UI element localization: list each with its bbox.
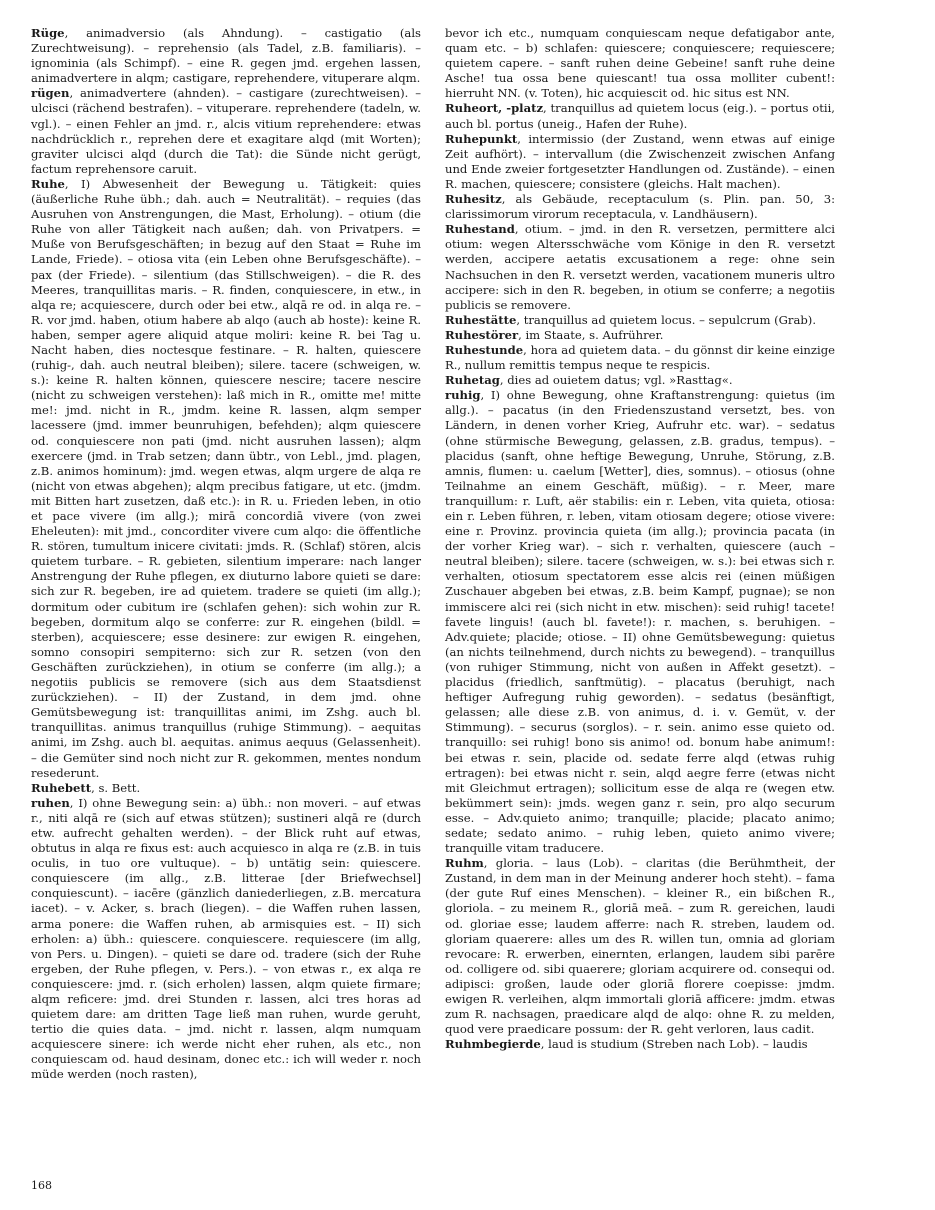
entry-continuation [445,26,835,101]
entry [445,328,835,343]
entry [31,796,421,1083]
entry [445,1037,835,1052]
entry-text: , laud is studium (Streben nach Lob). – laudis [540,1037,808,1052]
entry [445,192,835,222]
entry-headword: Ruhe [31,176,65,191]
entry [445,222,835,313]
entry [445,856,835,1037]
entry-text: , intermissio (der Zustand, wenn etwas auf einige Zeit aufhört). – intervallum (die Zwischenzeit zwischen Anfang und Ende zweier fortgesetzter Handlungen od. Zustände). – einen R. machen, quiescere; consistere (gleichs. Halt machen). [445,131,835,191]
entry-headword: Ruhmbegierde [445,1037,541,1052]
entry-text: , I) Abwesenheit der Bewegung u. Tätigkeit: quies (äußerliche Ruhe übh.; dah. auch = Neutralität). – requies (das Ausruhen von Anstrengungen, die Mast, Erholung). – otium (die Ruhe von aller Tätigkeit nach außen; dah. von Privatpers. = Muße von Berufsgeschäften; in bezug auf den Staat = Ruhe im Lande, Friede). – otiosa vita (ein Leben ohne Berufsgeschäfte). – pax (der Friede). – silentium (das Stillschweigen). – die R. des Meeres, tranquillitas maris. – R. finden, conquiescere, in etw., in alqa re; acquiescere, durch oder bei etw., alqā re od. in alqa re. – R. vor jmd. haben, otium habere ab alqo (auch ab hoste): keine R. haben, semper agere aliquid atque moliri: keine R. bei Tag u. Nacht haben, dies noctesque festinare. – R. halten, quiescere (ruhig-, dah. auch neutral bleiben); silere. tacere (schweigen, w. s.): keine R. halten können, quiescere nescire; tacere nescire (nicht zu schweigen verstehen): laß mich in R., omitte me! mitte me!: jmd. nicht in R., jmdm. keine R. lassen, alqm semper lacessere (jmd. immer beunruhigen, befehden); alqm quiescere od. conquiescere non pati (jmd. nicht ausruhen lassen); alqm exercere (jmd. in Trab setzen; dann übtr., von Lebl., jmd. plagen, z.B. animos hominum): jmd. wegen etwas, alqm urgere de alqa re (nicht von etwas abgehen); alqm precibus fatigare, ut etc. (jmdm. mit Bitten hart zusetzen, daß etc.): in R. u. Frieden leben, in otio et pace vivere (im allg.); mirā concordiā vivere (von zwei Eheleuten): mit jmd., concorditer vivere cum alqo: die öffentliche R. stören, tumultum inicere civitati: jmds. R. (Schlaf) stören, alcis quietem turbare. – R. gebieten, silentium imperare: nach langer Anstrengung der Ruhe pflegen, ex diuturno labore quieti se dare: sich zur R. begeben, ire ad quietem. tradere se quieti (im allg.); dormitum oder cubitum ire (schlafen gehen): sich wohin zur R. begeben, dormitum alqo se conferre: zur R. eingehen (bildl. = sterben), acquiescere; esse desinere: zur ewigen R. eingehen, somno consopiri sempiterno: sich zur R. setzen (von den Geschäften zurückziehen), in otium se conferre (im allg.); a negotiis publicis se removere (sich aus dem Staatsdienst zurückziehen). – II) der Zustand, in dem jmd. ohne Gemütsbewegung ist: tranquillitas animi, im Zshg. auch bl. tranquillitas. animus tranquillus (ruhige Stimmung). – aequitas animi, im Zshg. auch bl. aequitas. animus aequus (Gelassenheit). – die Gemüter sind noch nicht zur R. gekommen, mentes nondum resederunt. [31,176,421,780]
entry-text: , I) ohne Bewegung, ohne Kraftanstrengung: quietus (im allg.). – pacatus (in den Friedenszustand versetzt, bes. von Ländern, in denen vorher Krieg, Aufruhr etc. war). – sedatus (ohne stürmische Bewegung, gelassen, z.B. gradus, tempus). – placidus (sanft, ohne heftige Bewegung, Unruhe, Störung, z.B. amnis, flumen: u. caelum [Wetter], dies, somnus). – otiosus (ohne Teilnahme an einem Geschäft, müßig). – r. Meer, mare tranquillum: r. Luft, aër stabilis: ein r. Leben, vita quieta, otiosa: ein r. Leben führen, r. leben, vitam otiosam degere; otiose vivere: eine r. Provinz. provincia quieta (im allg.); provincia pacata (in der vorher Krieg war). – sich r. verhalten, quiescere (auch – neutral bleiben); silere. tacere (schweigen, w. s.): bei etwas sich r. verhalten, otiosum spectatorem esse alcis rei (einen müßigen Zuschauer abgeben bei etwas, z.B. beim Kampf, pugnae); se non immiscere alci rei (sich nicht in etw. mischen): seid ruhig! tacete! favete linguis! (auch bl. favete!): r. machen, s. beruhigen. – Adv.quiete; placide; otiose. – II) ohne Gemütsbewegung: quietus (an nichts teilnehmend, durch nichts zu bewegend). – tranquillus (von ruhiger Stimmung, nicht von außen in Affekt gesetzt). – placidus (friedlich, sanftmütig). – placatus (beruhigt, nach heftiger Aufregung ruhig geworden). – sedatus (besänftigt, gelassen; alle diese z.B. von animus, d. i. v. Gemüt, v. der Stimmung). – securus (sorglos). – r. sein. animo esse quieto od. tranquillo: sei ruhig! bono sis animo! od. bonum habe animum!: bei etwas r. sein, placide od. sedate ferre alqd (etwas ruhig ertragen): bei etwas nicht r. sein, alqd aegre ferre (etwas nicht mit Gleichmut ertragen); sollicitum esse de alqa re (wegen etw. bekümmert sein): jmds. wegen ganz r. sein, pro alqo securum esse. – Adv.quieto animo; tranquille; placide; placato animo; sedate; sedato animo. – ruhig leben, quieto animo vivere; tranquille vitam traducere. [445,388,835,856]
entry-text: , als Gebäude, receptaculum (s. Plin. pan. 50, 3: clarissimorum virorum receptacula, v. Landhäusern). [445,192,835,222]
page-number: 168 [31,1179,52,1192]
entry-headword: Ruheort, -platz [445,101,544,116]
entry-headword: Ruhebett [31,780,92,795]
entry [445,313,835,328]
entry-headword: Ruhesitz [445,192,502,207]
entry-headword: ruhen [31,795,70,810]
right-column [445,26,835,1052]
entry-text: , gloria. – laus (Lob). – claritas (die Berühmtheit, der Zustand, in dem man in der Meinung anderer hoch steht). – fama (der gute Ruf eines Menschen). – kleiner R., ein bißchen R., gloriola. – zu meinem R., gloriā meā. – zum R. gereichen, laudi od. gloriae esse; laudem afferre: nach R. streben, laudem od. gloriam quaerere: alles um des R. willen tun, omnia ad gloriam revocare: R. erwerben, einernten, erlangen, laudem sibi parēre od. colligere od. sibi quaerere; gloriam acquirere od. consequi od. adipisci: großen, laude oder gloriā florere coepisse: jmdm. ewigen R. verleihen, alqm immortali gloriā afficere: jmdm. etwas zum R. nachsagen, praedicare alqd de alqo: ohne R. zu melden, quod vere praedicare possum: der R. geht verloren, laus cadit. [445,856,835,1037]
entry-text: , tranquillus ad quietem locus. – sepulcrum (Grab). [516,312,817,327]
entry-text: , animadvertere (ahnden). – castigare (zurechtweisen). – ulcisci (rächend bestrafen). – vituperare. reprehendere (tadeln, w. vgl.). – einen Fehler an jmd. r., alcis vitium reprehendere: etwas nachdrücklich r., reprehen dere et exagitare alqd (mit Worten); graviter ulcisci alqd (durch die Tat): die Sünde nicht gerügt, factum reprehensore caruit. [31,86,421,176]
entry [445,101,835,131]
entry-headword: Ruhetag [445,373,500,388]
entry-headword: Ruhestätte [445,312,517,327]
entry-text: , I) ohne Bewegung sein: a) übh.: non moveri. – auf etwas r., niti alqā re (sich auf etwas stützen); sustineri alqā re (durch etw. aufrecht gehalten werden). – der Blick ruht auf etwas, obtutus in alqa re fixus est: auch acquiesco in alqa re (z.B. in tuis oculis, in tuo ore vultuque). – b) untätig sein: quiescere. conquiescere (im allg., z.B. litterae [der Briefwechsel] conquiescunt). – iacēre (gänzlich daniederliegen, z.B. mercatura iacet). – v. Acker, s. brach (liegen). – die Waffen ruhen lassen, arma ponere: die Waffen ruhen, ab armisquies est. – II) sich erholen: a) übh.: quiescere. conquiescere. requiescere (im allg, von Pers. u. Dingen). – quieti se dare od. tradere (sich der Ruhe ergeben, der Ruhe pflegen, v. Pers.). – von etwas r., ex alqa re conquiescere: jmd. r. (sich erholen) lassen, alqm quiete firmare; alqm reficere: jmd. drei Stunden r. lassen, alci tres horas ad quietem dare: am dritten Tage ließ man ruhen, wurde geruht, tertio die quies data. – jmd. nicht r. lassen, alqm numquam acquiescere sinere: ich werde nicht eher ruhen, als etc., non conquiescam od. haud desinam, donec etc.: ich will weder r. noch müde werden (noch rasten), [31,795,421,1082]
entry-headword: ruhig [445,388,481,403]
entry [31,781,421,796]
entry [445,388,835,856]
entry [445,343,835,373]
entry [31,26,421,86]
entry-text: , hora ad quietem data. – du gönnst dir keine einzige R., nullum remittis tempus neque te respicis. [445,342,835,373]
entry-text: bevor ich etc., numquam conquiescam neque defatigabor ante, quam etc. – b) schlafen: quiescere; conquiescere; requiescere; quietem capere. – sanft ruhen deine Gebeine! sanft ruhe deine Asche! tua ossa bene quiescant! tua ossa molliter cubent!: hierruht NN. (v. Toten), hic acquiescit od. hic situs est NN. [445,26,835,101]
entry-headword: Rüge [31,26,65,40]
entry-text: , dies ad ouietem datus; vgl. »Rasttag«. [499,373,733,388]
entry-text: , otium. – jmd. in den R. versetzen, permittere alci otium: wegen Altersschwäche vom Könige in den R. versetzt werden, accipere aetatis excusationem a rege: ohne sein Nachsuchen in den R. versetzt werden, vacationem muneris ultro accipere: sich in den R. begeben, in otium se conferre; a negotiis publicis se removere. [445,222,835,312]
entry [445,373,835,388]
entry-headword: Ruhepunkt [445,131,518,146]
entry-headword: Ruhestunde [445,342,524,357]
entry-headword: Ruhestörer [445,327,519,342]
entry [31,86,421,177]
entry-text: , im Staate, s. Aufrührer. [518,327,664,342]
entry-text: , tranquillus ad quietem locus (eig.). – portus otii, auch bl. portus (uneig., Hafen der Ruhe). [445,101,835,131]
entry-text: , s. Bett. [91,780,141,795]
entry-headword: Ruhestand [445,222,515,237]
entry-headword: rügen [31,86,70,101]
entry [31,177,421,781]
entry [445,132,835,192]
entry-text: , animadversio (als Ahndung). – castigatio (als Zurechtweisung). – reprehensio (als Tadel, z.B. familiaris). – ignominia (als Schimpf). – eine R. gegen jmd. ergehen lassen, animadvertere in alqm; castigare, reprehendere, vituperare alqm. [31,26,421,86]
left-column [31,26,421,1083]
entry-headword: Ruhm [445,856,484,871]
